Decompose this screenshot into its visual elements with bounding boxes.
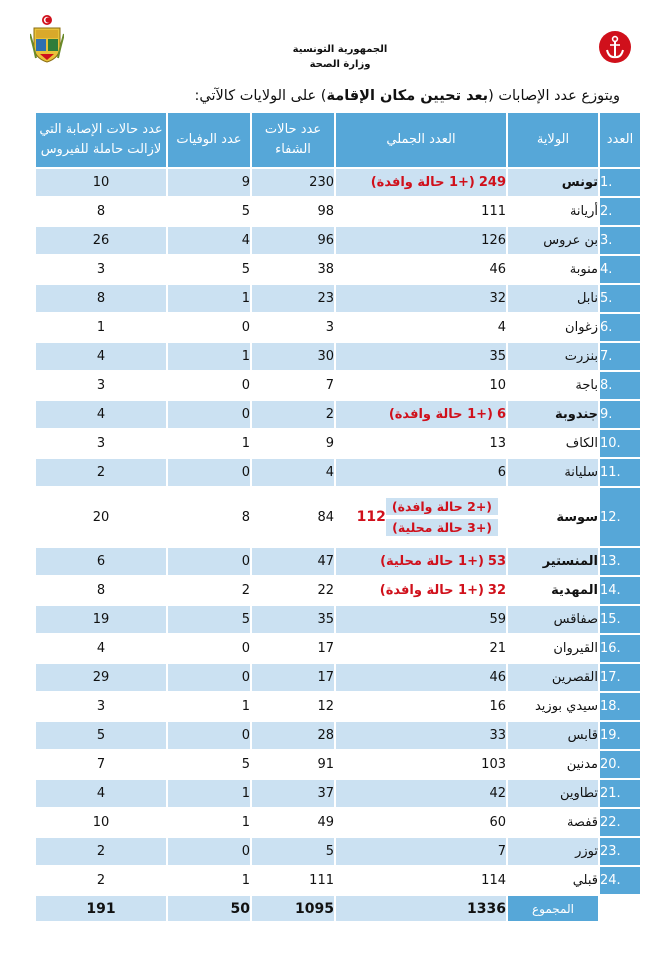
row-state: زغوان [508, 314, 598, 341]
table-row [36, 809, 640, 836]
row-total-value: 33 [489, 728, 506, 743]
row-state: تونس [508, 169, 598, 196]
row-deaths: 0 [168, 664, 250, 691]
row-total-value: 7 [497, 844, 506, 859]
row-index: 3. [600, 227, 640, 254]
table-row [36, 780, 640, 807]
row-carriers: 3 [36, 256, 166, 283]
row-carriers: 1 [36, 314, 166, 341]
row-state: سوسة [508, 488, 598, 546]
row-total [336, 548, 506, 575]
row-index: 10. [600, 430, 640, 457]
row-index: 16. [600, 635, 640, 662]
row-recovered: 91 [252, 751, 334, 778]
table-row [36, 867, 640, 894]
row-state: قبلي [508, 867, 598, 894]
row-state: أريانة [508, 198, 598, 225]
ministry-name: وزارة الصحة [309, 59, 371, 70]
row-total [336, 809, 506, 836]
row-recovered: 17 [252, 664, 334, 691]
table-footer-row [36, 896, 640, 921]
row-state: تطاوين [508, 780, 598, 807]
row-deaths: 5 [168, 256, 250, 283]
table-row [36, 664, 640, 691]
row-total-note: (+1 حالة محلية) [380, 554, 484, 569]
table-row [36, 343, 640, 370]
table-row [36, 227, 640, 254]
row-carriers: 4 [36, 635, 166, 662]
row-state: جندوبة [508, 401, 598, 428]
row-total-value: 249 [478, 175, 506, 190]
row-deaths: 0 [168, 372, 250, 399]
row-index: 22. [600, 809, 640, 836]
footer-carriers: 191 [36, 896, 166, 921]
row-total [336, 693, 506, 720]
row-total [336, 401, 506, 428]
row-index: 7. [600, 343, 640, 370]
row-total-value: 10 [489, 378, 506, 393]
row-index: 17. [600, 664, 640, 691]
row-carriers: 8 [36, 198, 166, 225]
row-total-note: (+1 حالة وافدة) [379, 583, 484, 598]
footer-total: 1336 [336, 896, 506, 921]
col-header-deaths: عدد الوفيات [168, 113, 250, 167]
intro-before: ويتوزع عدد الإصابات ( [488, 88, 620, 104]
row-carriers: 2 [36, 459, 166, 486]
row-index: 6. [600, 314, 640, 341]
row-total-note: (+3 حالة محلية) [386, 519, 498, 536]
row-total [336, 372, 506, 399]
row-total-value: 6 [496, 407, 506, 422]
row-deaths: 0 [168, 838, 250, 865]
row-carriers: 4 [36, 401, 166, 428]
table-row [36, 751, 640, 778]
row-index: 8. [600, 372, 640, 399]
row-state: سليانة [508, 459, 598, 486]
red-crescent-anchor-icon [598, 30, 632, 64]
tunisia-coat-of-arms-icon [30, 14, 64, 64]
row-carriers: 4 [36, 343, 166, 370]
row-recovered: 7 [252, 372, 334, 399]
row-deaths: 1 [168, 693, 250, 720]
row-total [336, 867, 506, 894]
row-carriers: 29 [36, 664, 166, 691]
row-deaths: 0 [168, 314, 250, 341]
row-index: 15. [600, 606, 640, 633]
row-recovered: 98 [252, 198, 334, 225]
row-total-value: 21 [489, 641, 506, 656]
row-total [336, 488, 506, 546]
row-index: 1. [600, 169, 640, 196]
footer-deaths: 50 [168, 896, 250, 921]
row-total-value: 42 [489, 786, 506, 801]
row-deaths: 1 [168, 780, 250, 807]
row-recovered: 23 [252, 285, 334, 312]
row-total [336, 606, 506, 633]
row-state: مدنين [508, 751, 598, 778]
row-state: صفاقس [508, 606, 598, 633]
row-recovered: 38 [252, 256, 334, 283]
row-total-value: 4 [497, 320, 506, 335]
intro-sentence [150, 88, 620, 104]
row-recovered: 3 [252, 314, 334, 341]
letterhead-title [270, 42, 410, 72]
row-carriers: 10 [36, 169, 166, 196]
row-recovered: 230 [252, 169, 334, 196]
row-index: 20. [600, 751, 640, 778]
row-deaths: 0 [168, 401, 250, 428]
col-header-carriers: عدد حالات الإصابة التي لازالت حاملة للفيروس [36, 113, 166, 167]
row-index: 2. [600, 198, 640, 225]
row-state: سيدي بوزيد [508, 693, 598, 720]
row-total-value: 103 [481, 757, 506, 772]
row-deaths: 5 [168, 751, 250, 778]
row-state: المنستير [508, 548, 598, 575]
row-state: قابس [508, 722, 598, 749]
row-total-value: 114 [481, 873, 506, 888]
row-index: 12. [600, 488, 640, 546]
table-row [36, 635, 640, 662]
row-total [336, 459, 506, 486]
row-total [336, 635, 506, 662]
row-recovered: 49 [252, 809, 334, 836]
row-deaths: 1 [168, 343, 250, 370]
row-recovered: 47 [252, 548, 334, 575]
row-state: الكاف [508, 430, 598, 457]
row-total-value: 46 [489, 262, 506, 277]
col-header-total: العدد الجملي [336, 113, 506, 167]
row-deaths: 9 [168, 169, 250, 196]
table-row [36, 577, 640, 604]
row-recovered: 9 [252, 430, 334, 457]
table-row [36, 722, 640, 749]
table-row [36, 838, 640, 865]
table-row [36, 548, 640, 575]
row-recovered: 96 [252, 227, 334, 254]
row-total-value: 16 [489, 699, 506, 714]
row-carriers: 8 [36, 577, 166, 604]
row-total [336, 751, 506, 778]
table-row [36, 459, 640, 486]
table-row [36, 169, 640, 196]
row-index: 24. [600, 867, 640, 894]
row-total [336, 256, 506, 283]
row-deaths: 1 [168, 809, 250, 836]
row-total-value: 46 [489, 670, 506, 685]
row-carriers: 20 [36, 488, 166, 546]
row-index: 5. [600, 285, 640, 312]
row-total [336, 577, 506, 604]
row-deaths: 1 [168, 867, 250, 894]
row-total [336, 780, 506, 807]
row-index: 4. [600, 256, 640, 283]
row-recovered: 28 [252, 722, 334, 749]
table-row [36, 372, 640, 399]
row-recovered: 111 [252, 867, 334, 894]
row-carriers: 6 [36, 548, 166, 575]
row-total [336, 838, 506, 865]
intro-bold: بعد تحيين مكان الإقامة [326, 88, 489, 104]
footer-label: المجموع [508, 896, 598, 921]
row-carriers: 2 [36, 867, 166, 894]
row-total-value: 32 [487, 583, 506, 598]
row-total-value: 126 [481, 233, 506, 248]
table-row [36, 256, 640, 283]
row-recovered: 22 [252, 577, 334, 604]
footer-recovered: 1095 [252, 896, 334, 921]
row-state: توزر [508, 838, 598, 865]
row-total [336, 285, 506, 312]
row-deaths: 0 [168, 722, 250, 749]
row-total [336, 169, 506, 196]
row-carriers: 3 [36, 372, 166, 399]
row-index: 14. [600, 577, 640, 604]
row-carriers: 7 [36, 751, 166, 778]
row-state: القصرين [508, 664, 598, 691]
row-total-value: 32 [489, 291, 506, 306]
table-row [36, 401, 640, 428]
row-recovered: 37 [252, 780, 334, 807]
row-total-value: 6 [497, 465, 506, 480]
row-state: بن عروس [508, 227, 598, 254]
row-total-value: 13 [489, 436, 506, 451]
col-header-state: الولاية [508, 113, 598, 167]
row-total [336, 227, 506, 254]
row-total [336, 314, 506, 341]
letterhead [0, 0, 672, 86]
row-deaths: 8 [168, 488, 250, 546]
row-index: 21. [600, 780, 640, 807]
row-deaths: 5 [168, 198, 250, 225]
row-carriers: 5 [36, 722, 166, 749]
row-total-note: (+1 حالة وافدة) [370, 175, 475, 190]
row-total [336, 430, 506, 457]
row-total-value: 60 [489, 815, 506, 830]
row-index: 9. [600, 401, 640, 428]
table-row [36, 430, 640, 457]
row-recovered: 84 [252, 488, 334, 546]
table-row [36, 198, 640, 225]
row-carriers: 8 [36, 285, 166, 312]
row-total [336, 343, 506, 370]
table-row [36, 693, 640, 720]
row-carriers: 2 [36, 838, 166, 865]
cases-by-state-table [34, 111, 642, 923]
row-total-note: (+2 حالة وافدة) [386, 498, 498, 515]
row-total [336, 198, 506, 225]
row-deaths: 2 [168, 577, 250, 604]
row-total-value: 53 [487, 554, 506, 569]
row-carriers: 4 [36, 780, 166, 807]
table-header-row [36, 113, 640, 167]
row-index: 23. [600, 838, 640, 865]
row-deaths: 5 [168, 606, 250, 633]
row-recovered: 17 [252, 635, 334, 662]
row-state: نابل [508, 285, 598, 312]
row-index: 18. [600, 693, 640, 720]
table-row [36, 285, 640, 312]
footer-blank [600, 896, 640, 921]
row-total-value: 111 [481, 204, 506, 219]
row-index: 13. [600, 548, 640, 575]
table-body [36, 169, 640, 894]
row-deaths: 0 [168, 635, 250, 662]
row-recovered: 5 [252, 838, 334, 865]
row-total [336, 664, 506, 691]
row-index: 11. [600, 459, 640, 486]
row-deaths: 0 [168, 548, 250, 575]
row-state: المهدية [508, 577, 598, 604]
row-index: 19. [600, 722, 640, 749]
row-carriers: 26 [36, 227, 166, 254]
republic-name: الجمهورية التونسية [292, 44, 388, 55]
row-state: منوبة [508, 256, 598, 283]
col-header-recovered: عدد حالات الشفاء [252, 113, 334, 167]
row-deaths: 0 [168, 459, 250, 486]
row-deaths: 1 [168, 285, 250, 312]
row-recovered: 4 [252, 459, 334, 486]
row-carriers: 19 [36, 606, 166, 633]
intro-after: ) على الولايات كالآتي: [194, 88, 327, 104]
row-recovered: 2 [252, 401, 334, 428]
col-header-index: العدد [600, 113, 640, 167]
row-carriers: 3 [36, 693, 166, 720]
row-total-value: 112 [356, 509, 386, 525]
row-total-value: 59 [489, 612, 506, 627]
row-state: بنزرت [508, 343, 598, 370]
table-row [36, 314, 640, 341]
table-row [36, 606, 640, 633]
row-deaths: 4 [168, 227, 250, 254]
row-total-note: (+1 حالة وافدة) [388, 407, 493, 422]
row-recovered: 35 [252, 606, 334, 633]
row-deaths: 1 [168, 430, 250, 457]
row-carriers: 3 [36, 430, 166, 457]
table-row [36, 488, 640, 546]
row-carriers: 10 [36, 809, 166, 836]
row-total [336, 722, 506, 749]
row-recovered: 30 [252, 343, 334, 370]
row-recovered: 12 [252, 693, 334, 720]
row-total-value: 35 [489, 349, 506, 364]
row-state: القيروان [508, 635, 598, 662]
row-state: قفصة [508, 809, 598, 836]
row-state: باجة [508, 372, 598, 399]
